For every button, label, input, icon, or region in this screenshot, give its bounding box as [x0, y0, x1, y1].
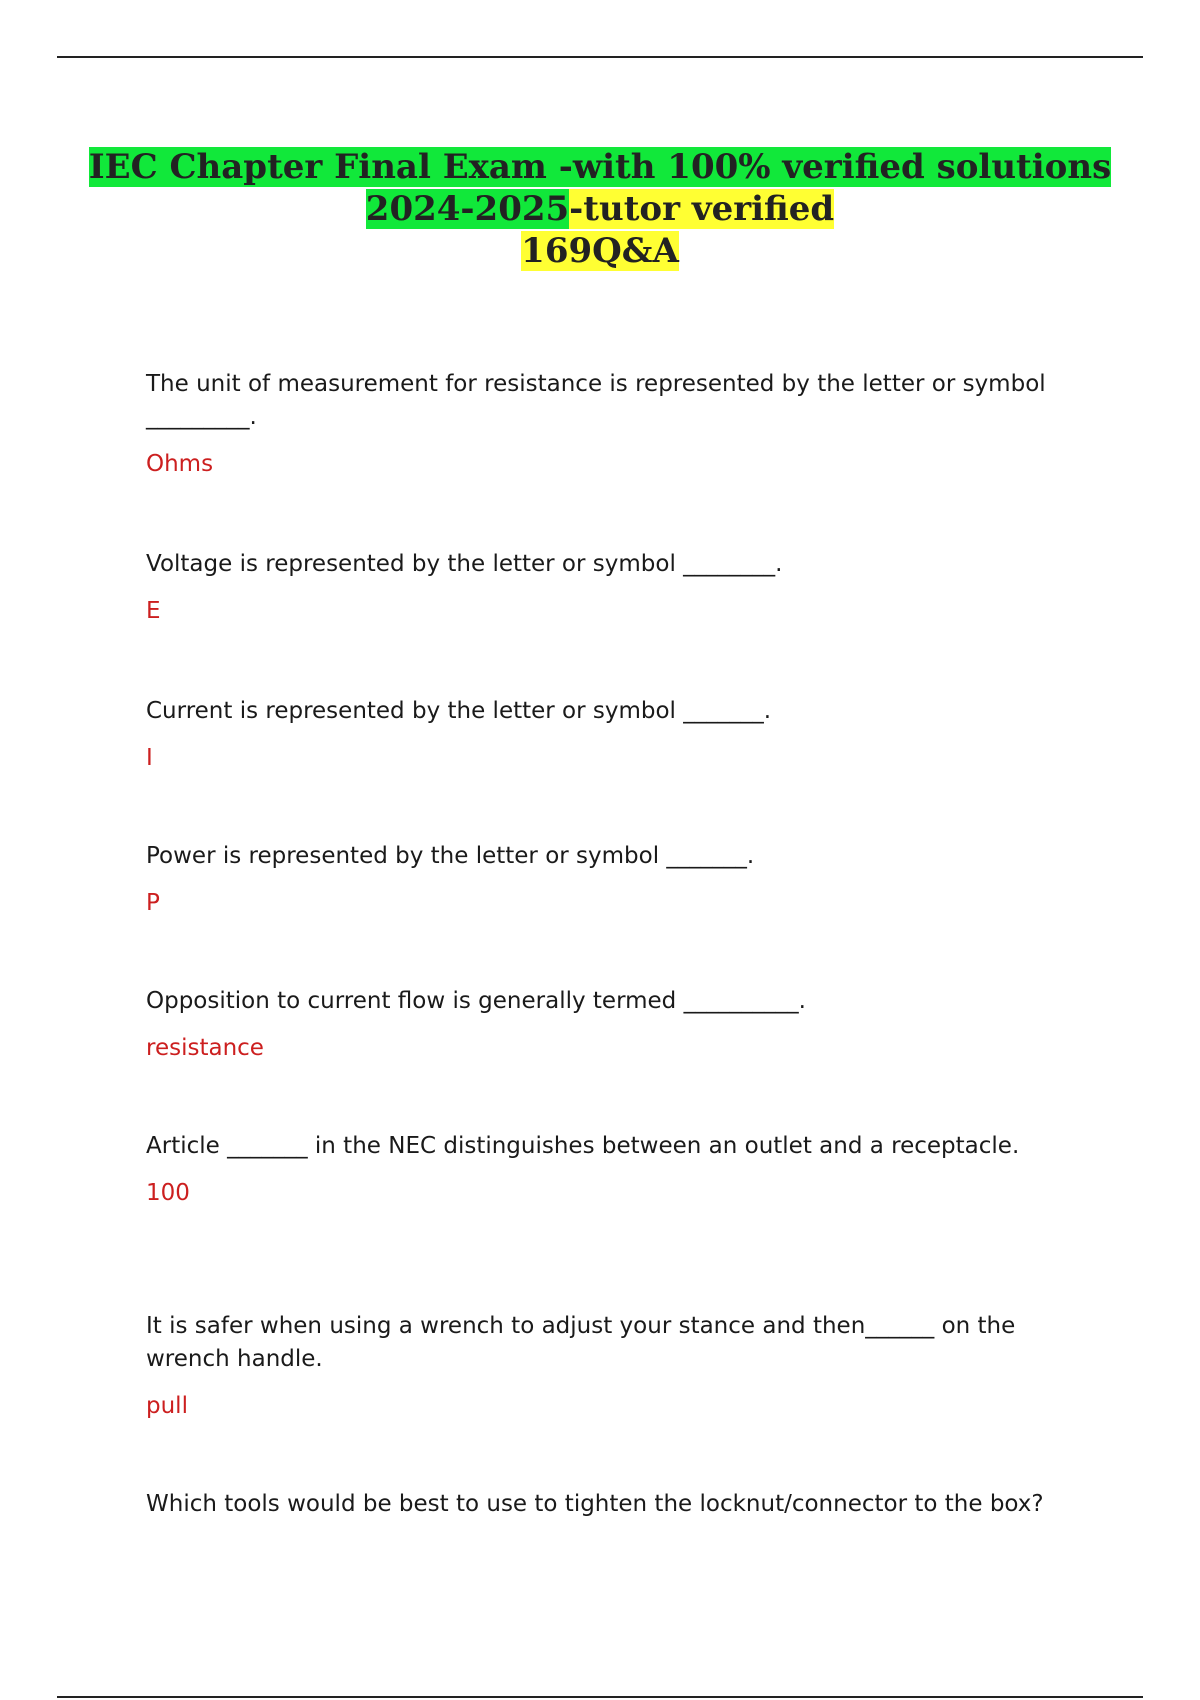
question-text: It is safer when using a wrench to adjust your stance and then______ on the wrench handle. — [146, 1313, 1016, 1372]
qa-item-4 — [146, 840, 1046, 920]
title-line-2-verified: -tutor verified — [569, 189, 835, 229]
answer-text: 100 — [146, 1180, 190, 1206]
question-text: Power is represented by the letter or symbol _______. — [146, 843, 755, 869]
title-line-2-years: 2024-2025 — [365, 189, 570, 229]
qa-item-1 — [146, 368, 1046, 481]
answer-text: Ohms — [146, 451, 214, 477]
qa-item-5 — [146, 985, 1046, 1065]
answer-text: pull — [146, 1393, 188, 1419]
footer-rule — [57, 1696, 1143, 1698]
document-title — [0, 146, 1200, 272]
question-text: The unit of measurement for resistance is represented by the letter or symbol _________. — [146, 371, 1046, 430]
title-line-3-count: 169Q&A — [521, 231, 679, 271]
qa-item-8 — [146, 1488, 1046, 1521]
question-text: Opposition to current flow is generally termed __________. — [146, 988, 806, 1014]
answer-text: I — [146, 745, 153, 771]
answer-text: P — [146, 890, 160, 916]
question-text: Which tools would be best to use to tighten the locknut/connector to the box? — [146, 1491, 1044, 1517]
qa-item-3 — [146, 695, 1046, 775]
question-text: Article _______ in the NEC distinguishes between an outlet and a receptacle. — [146, 1133, 1020, 1159]
answer-text: resistance — [146, 1035, 264, 1061]
qa-item-2 — [146, 548, 1046, 628]
title-line-1: IEC Chapter Final Exam -with 100% verified solutions — [88, 147, 1112, 187]
qa-item-6 — [146, 1130, 1046, 1210]
qa-item-7 — [146, 1310, 1046, 1423]
question-text: Current is represented by the letter or symbol _______. — [146, 698, 772, 724]
question-text: Voltage is represented by the letter or symbol ________. — [146, 551, 783, 577]
header-rule — [57, 56, 1143, 58]
answer-text: E — [146, 598, 161, 624]
